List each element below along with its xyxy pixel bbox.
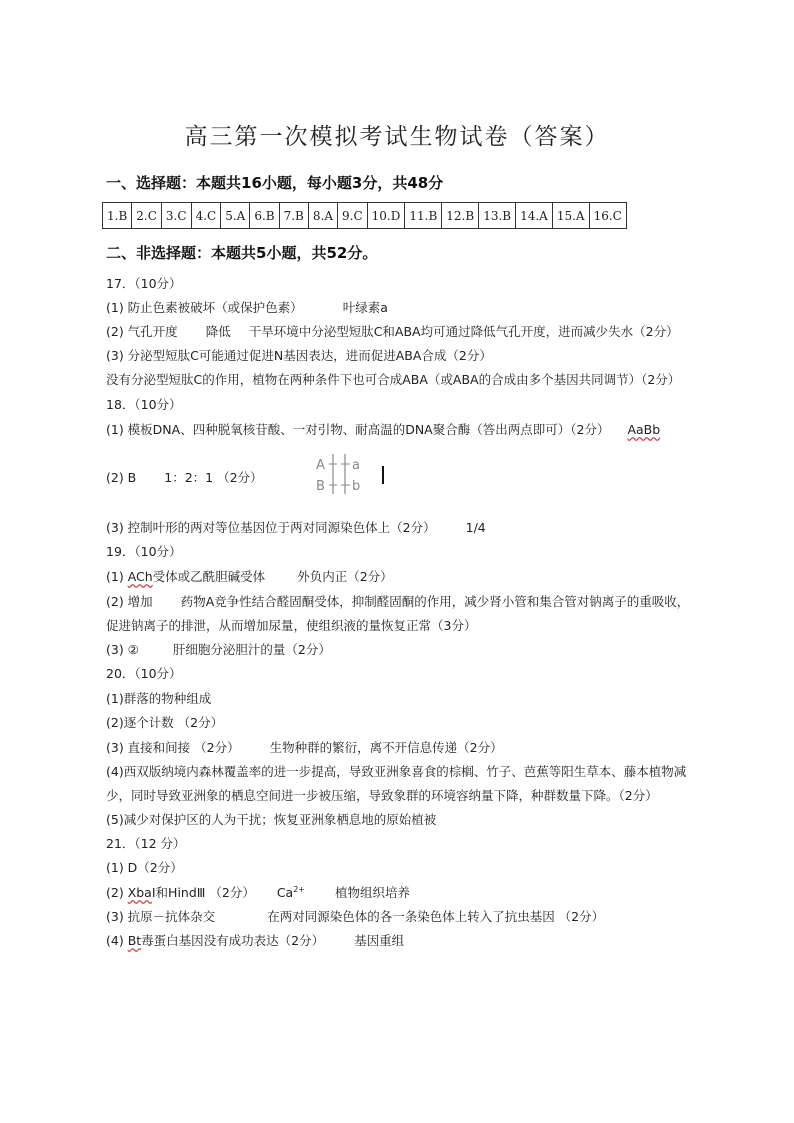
q20-line2: (2)逐个计数 （2分） (106, 715, 224, 730)
answer-cell: 7.B (279, 203, 308, 229)
answer-row (103, 203, 627, 229)
q17-1-answer-a: (1) 防止色素被破坏（或保护色素） (106, 300, 303, 315)
text-cursor (382, 466, 384, 484)
q18-1-answer-b: AaBb (627, 422, 661, 437)
answer-cell: 1.B (103, 203, 132, 229)
answer-cell: 9.C (338, 203, 368, 229)
q17-1-answer-b: 叶绿素a (342, 300, 388, 315)
q19-line2 (106, 592, 689, 610)
q20-heading: 20．（10分） (106, 666, 182, 681)
answer-cell: 8.A (308, 203, 337, 229)
q18-line3 (106, 518, 486, 536)
q21-2-answer-c: 植物组织培养 (335, 885, 411, 900)
q21-2-answer-b: Ca (276, 885, 294, 900)
q17-2-answer-b: 降低 (205, 324, 231, 339)
q17-2-answer-c: 干旱环境中分泌型短肽C和ABA均可通过降低气孔开度，进而减少失水（2分） (248, 324, 679, 339)
q21-3-answer-a: (3) 抗原－抗体杂交 (106, 909, 216, 924)
sketch-label-A: A (316, 458, 325, 473)
page-title: 高三第一次模拟考试生物试卷（答案） (184, 124, 610, 150)
q21-4-answer-b: 基因重组 (354, 933, 405, 948)
answer-cell: 2.C (132, 203, 162, 229)
q20-line4: (4)西双版纳境内森林覆盖率的进一步提高，导致亚洲象喜食的棕榈、竹子、芭蕉等阳生草本、藤本植物减 (106, 764, 687, 779)
q21-line4 (106, 931, 404, 949)
q17-line3: (3) 分泌型短肽C可能通过促进N基因表达，进而促进ABA合成（2分） (106, 348, 492, 363)
q18-3-answer-b: 1/4 (465, 520, 486, 535)
q19-2-answer-a: (2) 增加 (106, 594, 153, 609)
section-heading-choice: 一、选择题：本题共16小题，每小题3分，共48分 (106, 174, 444, 192)
q20-line1: (1)群落的物种组成 (106, 691, 212, 706)
q19-line4 (106, 640, 331, 658)
section-heading-nonchoice: 二、非选择题：本题共5小题，共52分。 (106, 244, 378, 262)
q19-3-answer-b: 肝细胞分泌胆汁的量（2分） (172, 642, 331, 657)
q21-2-prefix: (2) (106, 885, 128, 900)
answer-cell: 15.A (552, 203, 589, 229)
sketch-label-a: a (352, 458, 360, 473)
answer-cell: 4.C (191, 203, 221, 229)
q21-line1: (1) D（2分） (106, 860, 183, 875)
q18-2-answer-a: (2) B (106, 470, 137, 485)
q19-line1 (106, 567, 393, 585)
chromosome-sketch (314, 452, 374, 496)
q18-2-answer-b: 1：2：1 （2分） (164, 470, 263, 485)
q20-line5: 少，同时导致亚洲象的栖息空间进一步被压缩，导致象群的环境容纳量下降，种群数量下降。（2分） (106, 788, 658, 803)
q17-line2 (106, 322, 679, 340)
sketch-label-B: B (316, 479, 325, 494)
answer-cell: 5.A (221, 203, 250, 229)
q21-4-prefix: (4) (106, 933, 128, 948)
q19-1-ach: ACh (127, 569, 153, 584)
q18-3-answer-a: (3) 控制叶形的两对等位基因位于两对同源染色体上（2分） (106, 520, 436, 535)
q20-3-answer-a: (3) 直接和间接 （2分） (106, 740, 240, 755)
answer-cell: 3.C (161, 203, 191, 229)
q18-line1 (106, 420, 660, 438)
q21-4-bt: Bt (127, 933, 142, 948)
q21-line3 (106, 907, 604, 925)
answer-cell: 12.B (442, 203, 479, 229)
q21-4-answer-a: 毒蛋白基因没有成功表达（2分） (141, 933, 325, 948)
sketch-label-b: b (352, 479, 361, 494)
q20-line3 (106, 738, 503, 756)
q21-2-answer-a: Ⅰ和HindⅢ （2分） (151, 885, 255, 900)
q20-3-answer-b: 生物种群的繁衍，离不开信息传递（2分） (269, 740, 503, 755)
q17-heading: 17．（10分） (106, 276, 182, 291)
q18-1-answer-a: (1) 模板DNA、四种脱氧核苷酸、一对引物、耐高温的DNA聚合酶（答出两点即可）（2分） (106, 422, 610, 437)
answer-cell: 6.B (250, 203, 279, 229)
q21-line2 (106, 883, 410, 901)
q20-line6: (5)减少对保护区的人为干扰；恢复亚洲象栖息地的原始植被 (106, 812, 437, 827)
q18-heading: 18．（10分） (106, 397, 182, 412)
q17-2-answer-a: (2) 气孔开度 (106, 324, 178, 339)
q21-heading: 21．（12 分） (106, 836, 186, 851)
answer-table (102, 202, 627, 229)
q17-line1 (106, 298, 388, 316)
answer-cell: 11.B (405, 203, 442, 229)
q21-3-answer-b: 在两对同源染色体的各一条染色体上转入了抗虫基因 （2分） (267, 909, 605, 924)
answer-cell: 14.A (516, 203, 553, 229)
answer-cell: 13.B (479, 203, 516, 229)
q21-2-charge: 2+ (293, 884, 306, 894)
q17-line4: 没有分泌型短肽C的作用，植物在两种条件下也可合成ABA（或ABA的合成由多个基因共同调节）（2分） (106, 372, 681, 387)
answer-cell: 16.C (589, 203, 626, 229)
q19-heading: 19．（10分） (106, 544, 182, 559)
q21-2-xba: Xba (127, 885, 152, 900)
q19-2-answer-b: 药物A竞争性结合醛固酮受体，抑制醛固酮的作用，减少肾小管和集合管对钠离子的重吸收， (180, 594, 690, 609)
answer-cell: 10.D (367, 203, 405, 229)
q18-line2 (106, 468, 263, 486)
q19-line3: 促进钠离子的排泄，从而增加尿量，使组织液的量恢复正常（3分） (106, 618, 477, 633)
q19-1-answer-b: 外负内正（2分） (297, 569, 393, 584)
q19-1-answer-a: 受体或乙酰胆碱受体 (152, 569, 266, 584)
q19-1-prefix: (1) (106, 569, 128, 584)
q19-3-answer-a: (3) ② (106, 642, 139, 657)
